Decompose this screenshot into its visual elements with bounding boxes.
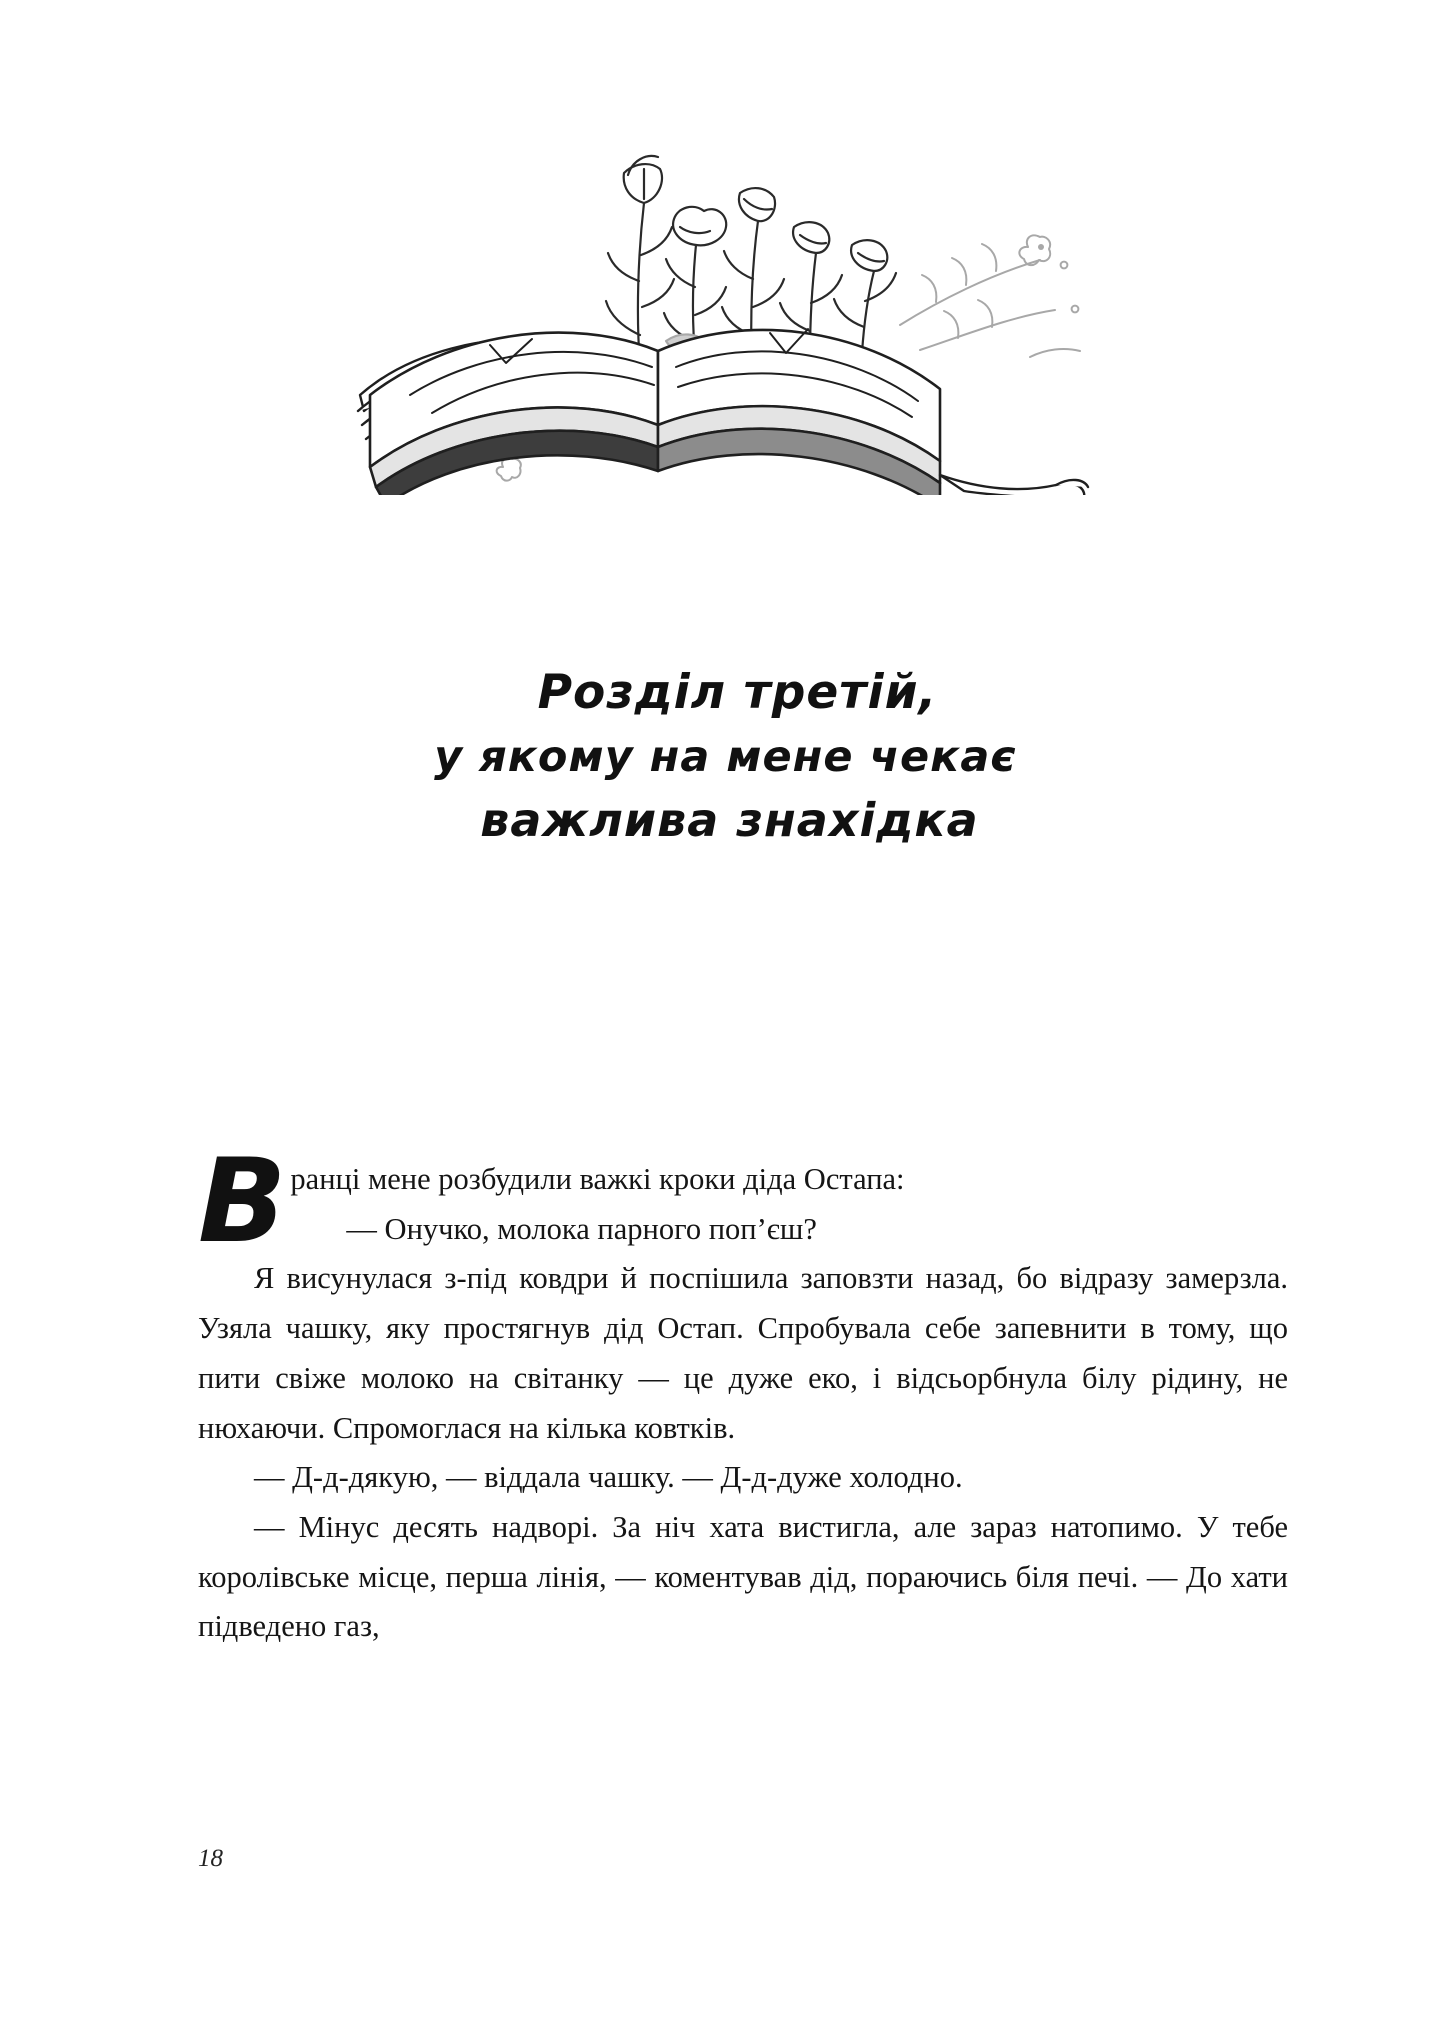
paragraph-2: Я висунулася з-під ковдри й поспішила заповзти назад, бо відразу замерзла. Узяла чашку, яку простягнув дід Остап. Спробувала себе запевнити в тому, що пити свіже молоко на світанку — це дуже еко, і відсьорбнула білу рідину, не нюхаючи. Спромоглася на кілька ковтків.: [198, 1261, 1288, 1445]
paragraph-dialogue-3: — Мінус десять надворі. За ніч хата вистигла, але зараз натопимо. У тебе королівське місце, перша лінія, — коментував дід, пораючись біля печі. — До хати підведено газ,: [198, 1509, 1288, 1644]
chapter-title-line-3: важлива знахідка: [480, 792, 979, 847]
chapter-heading: [160, 660, 1285, 853]
chapter-title-line-1: Розділ третій,: [537, 665, 938, 720]
chapter-body-text: [198, 1134, 1288, 1652]
paragraph-dialogue-1: — Онучко, молока парного поп’єш?: [346, 1211, 817, 1246]
paragraph-text: ранці мене розбудили важкі кроки діда Остапа:: [290, 1162, 905, 1196]
page-number: 18: [198, 1845, 223, 1872]
paragraph-dialogue-2: — Д-д-дякую, — віддала чашку. — Д-д-дуже холодно.: [254, 1460, 963, 1495]
chapter-title-line-2: у якому на мене чекає: [434, 731, 1017, 782]
open-book-with-flowers-illustration: [340, 95, 1100, 495]
dropcap-letter: В: [198, 1134, 287, 1269]
